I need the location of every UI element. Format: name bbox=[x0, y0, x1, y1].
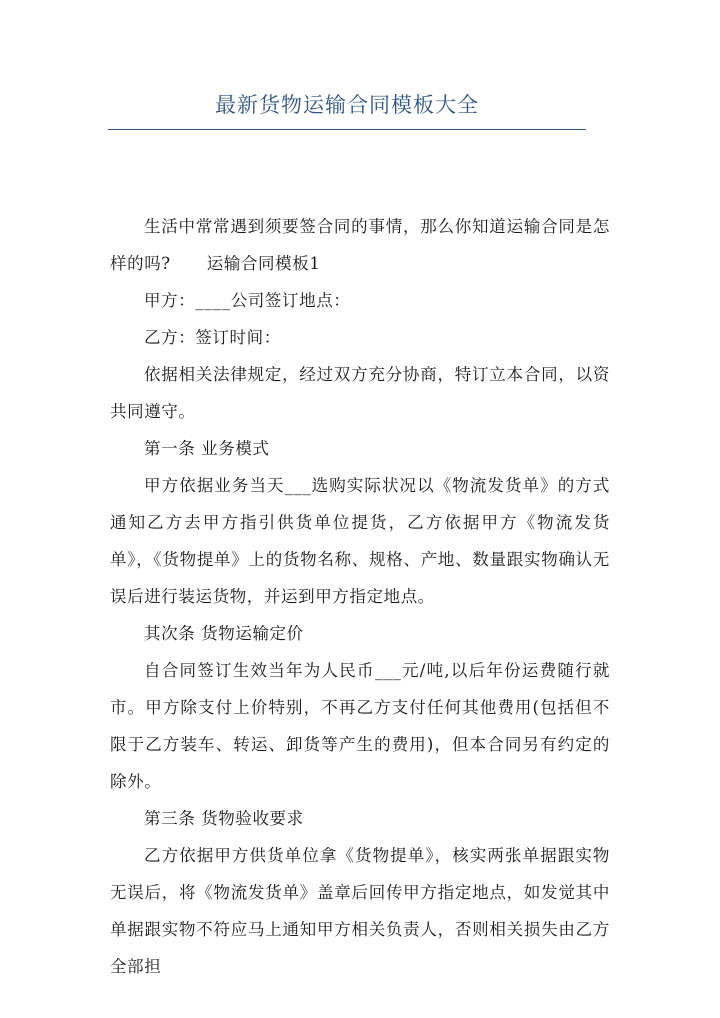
article3-body: 乙方依据甲方供货单位拿《货物提单》，核实两张单据跟实物无误后，将《物流发货单》盖章后回传甲方指定地点，如发觉其中单据跟实物不符应马上通知甲方相关负责人，否则相关损失由乙方全部担 bbox=[110, 846, 610, 976]
article1-heading: 第一条 业务模式 bbox=[144, 439, 270, 458]
article2-body: 自合同签订生效当年为人民币___元/吨,以后年份运费随行就市。甲方除支付上价特别，不再乙方支付任何其他费用(包括但不限于乙方装车、转运、卸货等产生的费用)，但本合同另有约定的除外。 bbox=[110, 661, 610, 791]
document-title: 最新货物运输合同模板大全 bbox=[215, 93, 479, 117]
document-body bbox=[110, 208, 610, 985]
title-underline bbox=[108, 129, 586, 130]
intro-paragraph bbox=[110, 208, 610, 282]
party-b-line: 乙方：签订时间： bbox=[144, 328, 281, 347]
article1-body: 甲方依据业务当天___选购实际状况以《物流发货单》的方式通知乙方去甲方指引供货单位提货，乙方依据甲方《物流发货单》，《货物提单》上的货物名称、规格、产地、数量跟实物确认无误后进行装运货物，并运到甲方指定地点。 bbox=[110, 476, 610, 606]
intro-text: 生活中常常遇到须要签合同的事情，那么你知道运输合同是怎样的吗? bbox=[110, 217, 610, 273]
template-label: 运输合同模板1 bbox=[206, 254, 321, 273]
article2-heading: 其次条 货物运输定价 bbox=[144, 624, 304, 643]
preamble-paragraph: 依据相关法律规定，经过双方充分协商，特订立本合同，以资共同遵守。 bbox=[110, 365, 610, 421]
article3-heading: 第三条 货物验收要求 bbox=[144, 809, 304, 828]
party-a-line: 甲方：____公司签订地点： bbox=[144, 291, 351, 310]
